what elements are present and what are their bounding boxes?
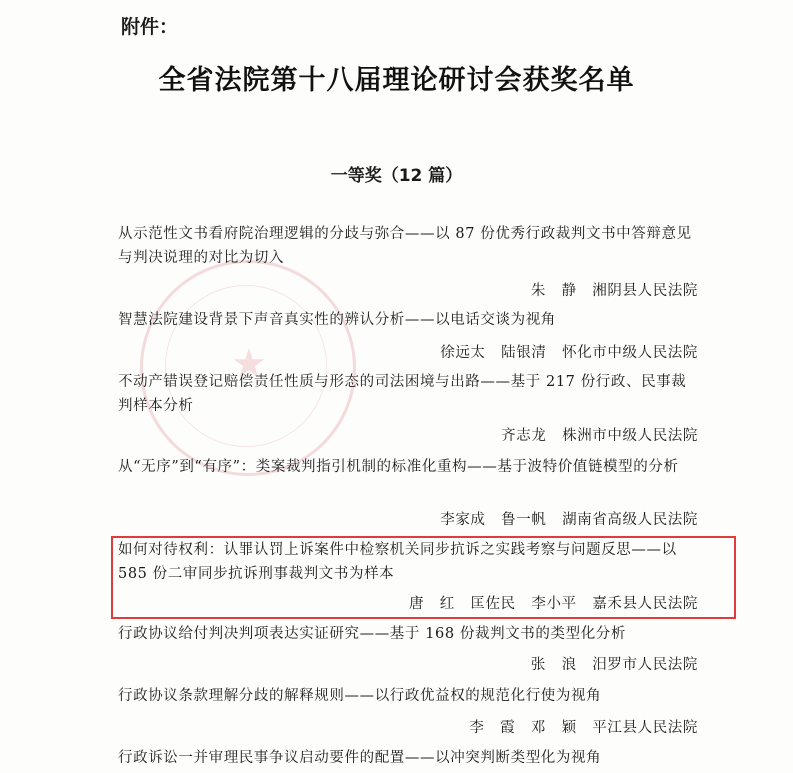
entry-authors: 张 浪 汨罗市人民法院 <box>530 657 698 673</box>
attachment-label: 附件： <box>121 16 179 38</box>
entry-authors: 李家成 鲁一帆 湖南省高级人民法院 <box>440 512 698 528</box>
entry-title: 行政诉讼一并审理民事争议启动要件的配置——以冲突判断类型化为视角 <box>118 750 602 766</box>
entry-authors-highlighted: 唐 红 匡佐民 李小平 嘉禾县人民法院 <box>408 596 698 612</box>
seal-star-icon: ★ <box>231 341 267 387</box>
entry-authors: 朱 静 湘阴县人民法院 <box>530 283 698 299</box>
entry-title: 从“无序”到“有序”：类案裁判指引机制的标准化重构——基于波特价值链模型的分析 <box>118 459 679 475</box>
entry-title-highlighted: 如何对待权利：认罪认罚上诉案件中检察机关同步抗诉之实践考察与问题反思——以 585 份二审同步抗诉刑事裁判文书为样本 <box>118 542 677 582</box>
entry-authors: 李 霞 邓 颖 平江县人民法院 <box>469 720 698 736</box>
entry-title: 智慧法院建设背景下声音真实性的辨认分析——以电话交谈为视角 <box>118 312 556 328</box>
entry-authors: 齐志龙 株洲市中级人民法院 <box>501 428 698 444</box>
entry-title: 从示范性文书看府院治理逻辑的分歧与弥合——以 87 份优秀行政裁判文书中答辩意见与判决说理的对比为切入 <box>118 226 692 266</box>
document-title: 全省法院第十八届理论研讨会获奖名单 <box>158 65 635 96</box>
section-heading: 一等奖（12 篇） <box>330 166 463 186</box>
official-seal-watermark <box>140 260 356 476</box>
entry-authors: 徐远太 陆银清 怀化市中级人民法院 <box>440 345 698 361</box>
entry-title: 行政协议给付判决判项表达实证研究——基于 168 份裁判文书的类型化分析 <box>118 626 626 642</box>
entry-title: 行政协议条款理解分歧的解释规则——以行政优益权的规范化行使为视角 <box>118 688 602 704</box>
entry-title: 不动产错误登记赔偿责任性质与形态的司法困境与出路——基于 217 份行政、民事裁判样本分析 <box>118 374 687 414</box>
